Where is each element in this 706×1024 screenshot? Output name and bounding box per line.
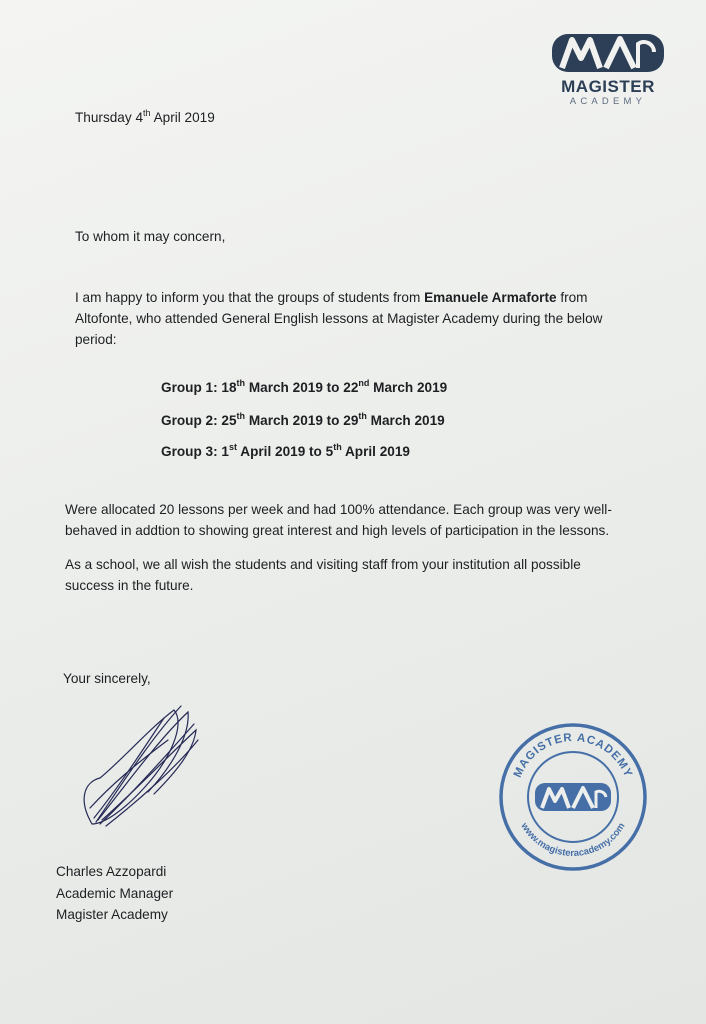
- group-end-suffix: nd: [358, 378, 370, 388]
- handwritten-signature: [78, 700, 208, 832]
- group-start-suffix: st: [228, 442, 237, 452]
- group-end-suffix: th: [333, 442, 342, 452]
- intro-paragraph: [75, 287, 602, 350]
- date-month-year: April 2019: [153, 110, 215, 125]
- signer-organization: Magister Academy: [56, 907, 168, 922]
- group-start-rest: March 2019 to: [245, 413, 344, 428]
- group-start-suffix: th: [236, 378, 246, 388]
- group-dates-item: [161, 413, 445, 428]
- group-start-day: 1: [221, 444, 229, 459]
- intro-text: I am happy to inform you that the groups of students from: [75, 290, 425, 305]
- wishes-line-1: As a school, we all wish the students and visiting staff from your institution all possible: [65, 557, 581, 572]
- group-dates-item: [161, 380, 447, 395]
- signer-name: Charles Azzopardi: [56, 864, 167, 879]
- group-label: Group 1:: [161, 380, 222, 395]
- group-end-rest: March 2019: [369, 380, 448, 395]
- intro-line-2: Altofonte, who attended General English lessons at Magister Academy during the below: [75, 311, 603, 326]
- wishes-line-2: success in the future.: [65, 578, 194, 593]
- group-end-day: 22: [343, 380, 359, 395]
- wishes-paragraph: [65, 554, 581, 596]
- group-start-rest: March 2019 to: [245, 380, 344, 395]
- group-label: Group 2:: [161, 413, 222, 428]
- logo-subtitle: ACADEMY: [569, 96, 647, 107]
- signer-title: Academic Manager: [56, 885, 174, 901]
- svg-text:www.magisteracademy.com: [518, 820, 628, 859]
- ma-logo-mark: [552, 30, 664, 76]
- group-dates-item: [161, 444, 410, 459]
- group-end-rest: April 2019: [341, 444, 410, 459]
- group-start-rest: April 2019 to: [237, 444, 326, 459]
- stamp-top-text: MAGISTER ACADEMY: [511, 731, 635, 780]
- attendance-paragraph: [65, 499, 612, 541]
- group-start-suffix: th: [236, 411, 246, 421]
- magister-academy-stamp: [497, 721, 649, 873]
- logo-name: MAGISTER: [561, 77, 655, 96]
- group-start-day: 18: [221, 380, 237, 395]
- attendance-line-2: behaved in addtion to showing great interest and high levels of participation in the lessons.: [65, 523, 610, 538]
- magister-academy-logo: [552, 30, 664, 110]
- date-weekday: Thursday: [75, 110, 132, 125]
- date-day: 4: [135, 110, 144, 125]
- stamp-bottom-text: www.magisteracademy.com: [518, 820, 628, 860]
- group-end-suffix: th: [358, 411, 367, 421]
- date-suffix: th: [143, 108, 151, 118]
- group-end-day: 5: [325, 444, 334, 459]
- intro-line-3: period:: [75, 332, 117, 347]
- group-end-rest: March 2019: [366, 413, 445, 428]
- stamp-ma-mark: [535, 783, 611, 811]
- greeting: To whom it may concern,: [75, 229, 226, 244]
- intro-line-1: [75, 287, 602, 308]
- closing-salutation: Your sincerely,: [63, 671, 151, 686]
- group-start-day: 25: [221, 413, 237, 428]
- group-end-day: 29: [343, 413, 359, 428]
- group-label: Group 3:: [161, 444, 222, 459]
- student-leader-name: Emanuele Armaforte: [424, 290, 557, 305]
- signer-block: [56, 861, 173, 926]
- attendance-line-1: Were allocated 20 lessons per week and had 100% attendance. Each group was very well-: [65, 502, 612, 517]
- intro-text: from: [556, 290, 588, 305]
- letter-date: [75, 107, 215, 128]
